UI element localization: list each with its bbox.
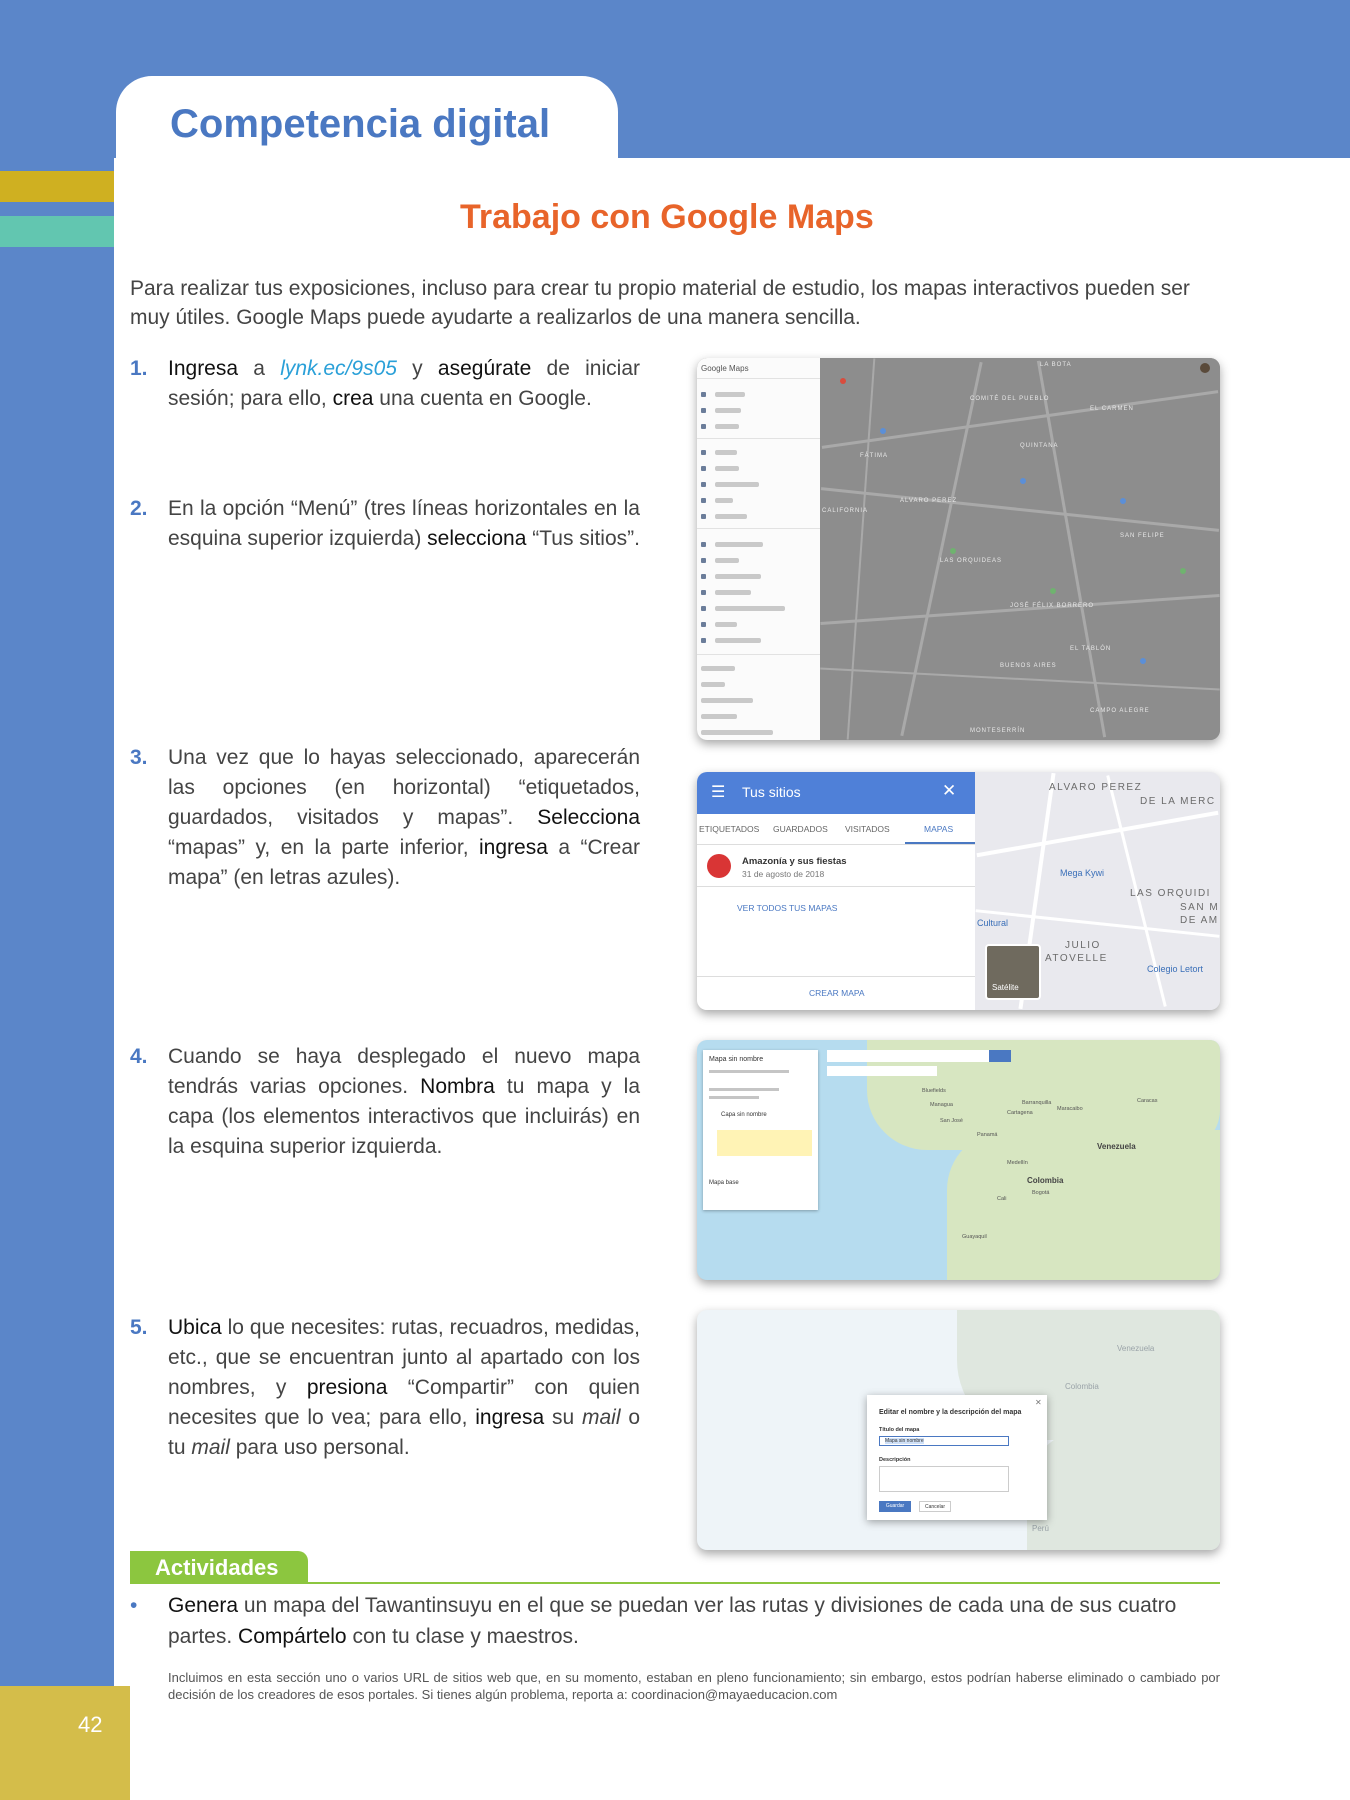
save-button[interactable]: Guardar [879, 1501, 911, 1512]
keyword: selecciona [427, 527, 527, 550]
screenshot-maps-menu [697, 358, 1220, 740]
map-label: QUINTANA [1020, 443, 1059, 449]
city-label: Cali [997, 1196, 1007, 1202]
map-label: BUENOS AIRES [1000, 663, 1057, 669]
city-label: Guayaquil [962, 1234, 987, 1240]
keyword: Ubica [168, 1316, 222, 1339]
city-label: Cartagena [1007, 1110, 1033, 1116]
city-label: Barranquilla [1022, 1100, 1052, 1106]
description-label: Descripción [879, 1457, 911, 1463]
step-number: 2. [130, 497, 148, 520]
step-text: “Compartir” con quien necesites que lo vea; para ello, [168, 1376, 640, 1429]
poi-label[interactable]: Colegio Letort [1147, 964, 1204, 974]
map-label: COMITÉ DEL PUEBLO [970, 396, 1050, 402]
maps-city-view[interactable] [975, 772, 1220, 1010]
tab-etiquetados[interactable]: ETIQUETADOS [699, 824, 760, 834]
step-text: lo que necesites: rutas, recuadros, medidas, etc., que se encuentran junto al apartado con los nombres, y [168, 1316, 640, 1399]
step-number: 4. [130, 1045, 148, 1068]
page-number: 42 [78, 1712, 103, 1737]
activity-text [168, 1590, 1220, 1652]
city-label: Managua [930, 1102, 953, 1108]
poi-label[interactable]: Mega Kywi [1060, 868, 1105, 878]
title-label: Título del mapa [879, 1427, 920, 1433]
google-maps-logo: Google Maps [701, 364, 749, 373]
map-label: LAS ORQUIDEAS [940, 558, 1003, 564]
city-label: Bogotá [1032, 1190, 1050, 1196]
country-label: Venezuela [1097, 1142, 1136, 1151]
search-input[interactable] [827, 1050, 1007, 1062]
page-number-tab [0, 1686, 130, 1800]
poi-pin-icon [1120, 498, 1126, 504]
poi-pin-icon [880, 428, 886, 434]
screenshot-tus-sitios [697, 772, 1220, 1010]
map-toolbar[interactable] [827, 1066, 937, 1076]
map-label: FÁTIMA [860, 453, 888, 459]
city-label: Panamá [977, 1132, 998, 1138]
screenshot-new-map [697, 1040, 1220, 1280]
section-title: Competencia digital [170, 102, 551, 146]
map-label: LAS ORQUIDI [1130, 888, 1211, 899]
step-number: 1. [130, 357, 148, 380]
url-link[interactable]: lynk.ec/9s05 [280, 357, 397, 380]
base-map-label[interactable]: Mapa base [709, 1180, 739, 1186]
page-title: Trabajo con Google Maps [460, 198, 874, 236]
keyword: crea [332, 387, 374, 410]
map-label: MONTESERRÍN [970, 728, 1026, 734]
keyword: asegúrate [437, 357, 532, 380]
step-text: su [544, 1406, 582, 1429]
map-label: DE AM [1180, 915, 1219, 926]
map-label: JULIO [1065, 940, 1101, 951]
keyword: Ingresa [168, 357, 239, 380]
map-label: ALVARO PEREZ [900, 498, 958, 504]
tab-visitados[interactable]: VISITADOS [845, 824, 890, 834]
step-text: “Tus sitios”. [526, 527, 640, 550]
step-text: En la opción “Menú” (tres líneas horizontales en la esquina superior izquierda) [168, 497, 640, 550]
step-2 [130, 494, 640, 554]
poi-pin-icon [1020, 478, 1026, 484]
keyword: presiona [306, 1376, 388, 1399]
hint-box [717, 1130, 812, 1156]
country-label: Perú [1032, 1524, 1049, 1533]
intro-paragraph: Para realizar tus exposiciones, incluso para crear tu propio material de estudio, los mapas interactivos pueden ser muy útiles. Google Maps puede ayudarte a realizarlos de una manera sencilla. [130, 277, 1190, 329]
teal-stripe [0, 216, 114, 247]
screenshot-edit-dialog [697, 1310, 1220, 1550]
layer-name[interactable]: Capa sin nombre [721, 1112, 767, 1118]
location-pin-icon [840, 378, 846, 384]
satellite-label: Satélite [992, 983, 1019, 992]
step-number: 5. [130, 1316, 148, 1339]
step-4 [130, 1042, 640, 1162]
tus-sitios-panel [697, 772, 975, 1010]
map-name[interactable]: Amazonía y sus fiestas [742, 856, 847, 867]
poi-pin-icon [950, 548, 956, 554]
cancel-button[interactable]: Cancelar [919, 1501, 951, 1512]
poi-pin-icon [1140, 658, 1146, 664]
description-textarea[interactable] [879, 1466, 1009, 1492]
step-text: mail [191, 1436, 230, 1459]
step-text: y [396, 357, 438, 380]
map-label: ATOVELLE [1045, 953, 1108, 964]
city-label: Bluefields [922, 1088, 946, 1094]
search-button[interactable] [989, 1050, 1011, 1062]
map-label: SAN M [1180, 902, 1220, 913]
step-text: a “Crear mapa” (en letras azules). [168, 836, 640, 889]
activity-text-part: un mapa del Tawantinsuyu en el que se puedan ver las rutas y divisiones de cada una de sus cuatro partes. [168, 1594, 1177, 1648]
bullet-icon: • [130, 1594, 138, 1617]
city-label: Caracas [1137, 1098, 1158, 1104]
city-label: San José [940, 1118, 963, 1124]
activities-title: Actividades [155, 1555, 279, 1580]
map-label: DE LA MERC [1140, 796, 1216, 807]
city-label: Medellín [1007, 1160, 1028, 1166]
panel-header [697, 772, 975, 814]
step-text: “mapas” y, en la parte inferior, [168, 836, 479, 859]
step-5 [130, 1313, 640, 1463]
maps-side-menu [697, 358, 820, 740]
map-label: ALVARO PEREZ [1049, 782, 1143, 793]
tab-guardados[interactable]: GUARDADOS [773, 824, 828, 834]
tab-mapas[interactable]: MAPAS [924, 824, 954, 834]
map-label: LA BOTA [1040, 362, 1072, 368]
map-title-value: Mapa sin nombre [885, 1438, 924, 1444]
step-text: para uso personal. [229, 1436, 410, 1459]
step-3 [130, 743, 640, 893]
country-label: Colombia [1065, 1382, 1099, 1391]
step-text: a [238, 357, 281, 380]
avatar[interactable] [1200, 363, 1210, 373]
keyword: ingresa [479, 836, 548, 859]
step-text: Una vez que lo hayas seleccionado, aparecerán las opciones (en horizontal) “etiquetados, guardados, visitados y mapas”. [168, 746, 640, 829]
step-text: de iniciar sesión; para ello, [168, 357, 640, 410]
map-label: EL CARMEN [1090, 406, 1134, 412]
keyword: Genera [168, 1594, 239, 1617]
poi-pin-icon [1050, 588, 1056, 594]
see-all-maps-link[interactable]: VER TODOS TUS MAPAS [737, 903, 838, 913]
dialog-title: Editar el nombre y la descripción del mapa [879, 1409, 1022, 1416]
map-date: 31 de agosto de 2018 [742, 869, 825, 879]
keyword: Selecciona [537, 806, 640, 829]
map-label: SAN FELIPE [1120, 533, 1165, 539]
step-text: una cuenta en Google. [373, 387, 592, 410]
create-map-button[interactable]: CREAR MAPA [809, 988, 865, 998]
yellow-stripe [0, 171, 114, 202]
map-label: JOSÉ FÉLIX BORRERO [1010, 603, 1095, 609]
step-number: 3. [130, 746, 148, 769]
keyword: Nombra [420, 1075, 495, 1098]
step-text: o tu [168, 1406, 640, 1459]
edit-map-dialog [867, 1395, 1047, 1520]
map-label: EL TABLÓN [1070, 646, 1112, 652]
poi-label[interactable]: Cultural [977, 918, 1009, 928]
side-color-band [0, 158, 114, 1800]
map-label: CALIFORNIA [822, 508, 869, 514]
menu-icon[interactable]: ☰ [711, 784, 726, 801]
country-label: Colombia [1027, 1176, 1064, 1185]
close-icon[interactable]: ✕ [942, 781, 957, 800]
map-layer-panel [703, 1050, 818, 1210]
close-icon[interactable]: ✕ [1035, 1398, 1042, 1407]
step-1 [130, 354, 640, 414]
maps-city-view[interactable] [820, 358, 1220, 740]
panel-title: Tus sitios [742, 784, 801, 800]
step-text: mail [581, 1406, 621, 1429]
country-label: Venezuela [1117, 1344, 1155, 1353]
activity-text-part: con tu clase y maestros. [346, 1625, 579, 1648]
map-label: CAMPO ALEGRE [1090, 708, 1150, 714]
url-disclaimer: Incluimos en esta sección uno o varios URL de sitios web que, en su momento, estaban en pleno funcionamiento; sin embargo, estos podrían haberse eliminado o cambiado por decisión de los creadores de esos portales. Si tienes algún problema, reporta a: coordinacion@mayaeducacion.com [168, 1670, 1220, 1702]
step-text: Cuando se haya desplegado el nuevo mapa tendrás varias opciones. [168, 1045, 640, 1098]
map-marker-icon [707, 854, 731, 878]
map-title-field[interactable]: Mapa sin nombre [709, 1056, 764, 1063]
activities-rule [130, 1582, 1220, 1584]
city-label: Maracaibo [1057, 1106, 1083, 1112]
step-text: tu mapa y la capa (los elementos interactivos que incluirás) en la esquina superior izquierda. [168, 1075, 640, 1158]
keyword: Compártelo [238, 1625, 347, 1648]
poi-pin-icon [1180, 568, 1186, 574]
keyword: ingresa [475, 1406, 545, 1429]
